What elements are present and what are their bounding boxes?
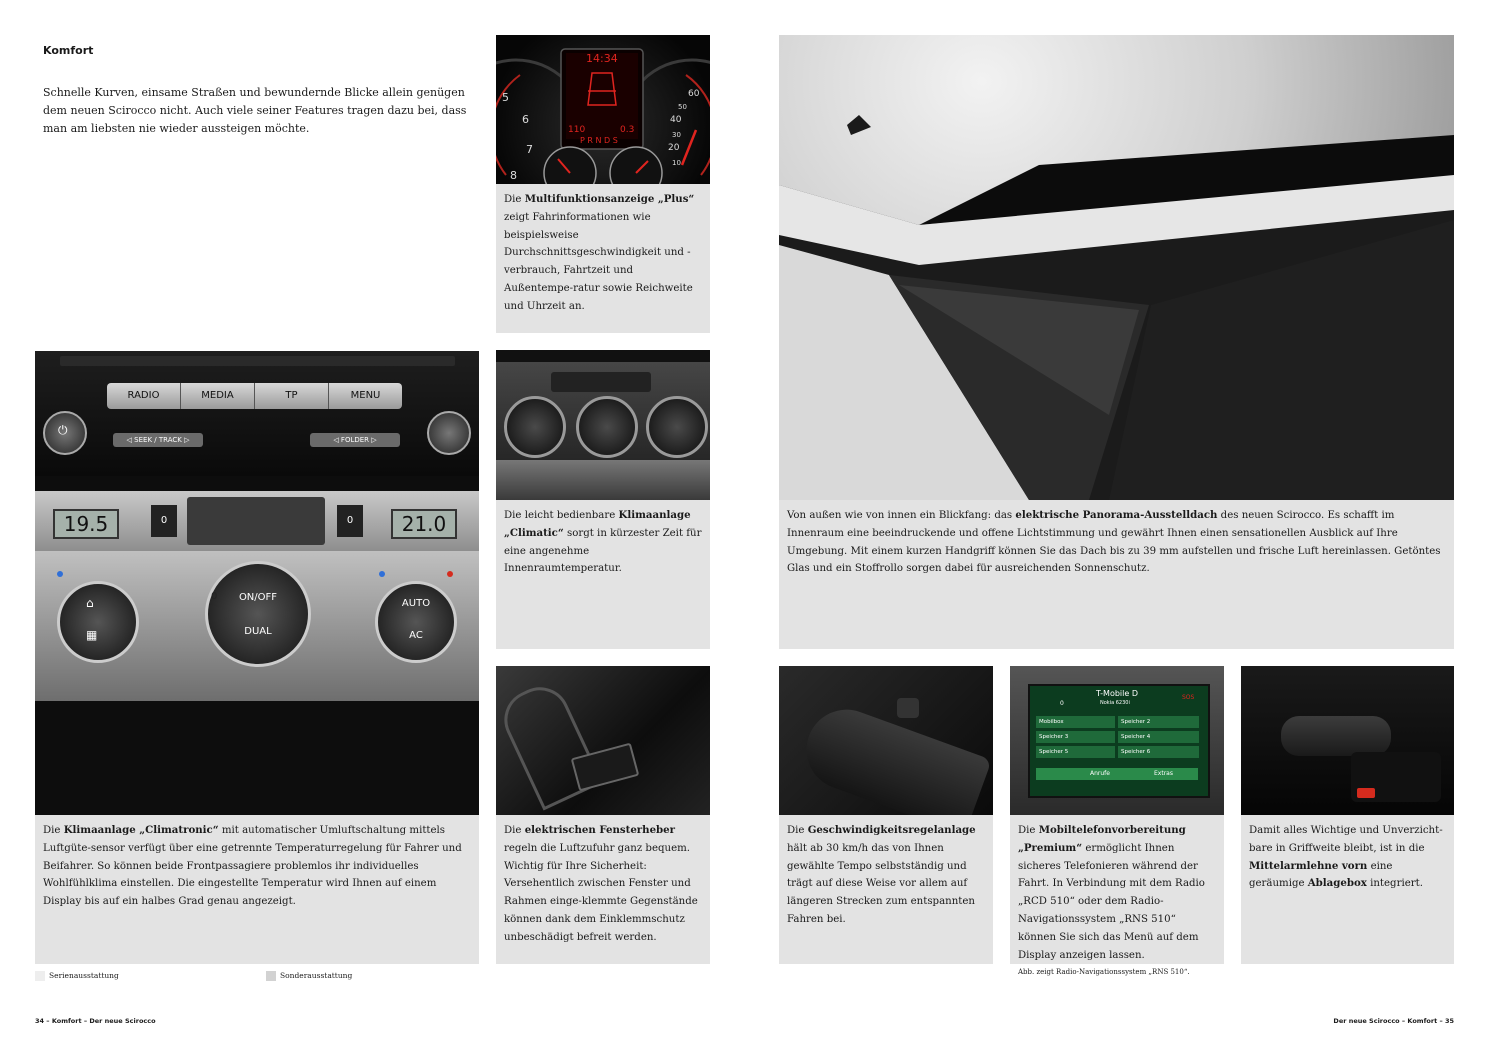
- fan-knob[interactable]: [205, 561, 311, 667]
- tick-10: 10: [672, 159, 681, 167]
- phone-bottom-bar: [1036, 768, 1198, 780]
- seat-heat-left[interactable]: 0: [151, 505, 177, 537]
- phone-caption: Die Mobiltelefonvorbereitung „Premium“ ermöglicht Ihnen sicheres Telefonieren während der Fahrt. In Verbindung mit dem Radio „RCD 510“ oder dem Radio-Navigationssystem „RNS 510“ können Sie sich das Menü auf dem Display anzeigen lassen. Abb. zeigt Radio-Navigationssystem „RNS 510“.: [1010, 815, 1224, 964]
- cold-dot-right: [379, 571, 385, 577]
- onoff-label: ON/OFF: [238, 592, 278, 603]
- phone-btn-extras[interactable]: Extras: [1154, 770, 1173, 777]
- phone-btn-speicher3[interactable]: Speicher 3: [1036, 731, 1115, 743]
- intro-text: Schnelle Kurven, einsame Straßen und bewundernde Blicke allein genügen dem neuen Scirocco nicht. Auch viele seiner Features tragen dazu bei, dass man am liebsten nie wieder aussteigen möchte.: [43, 86, 467, 135]
- cruise-lever-tip: [897, 698, 919, 718]
- defrost-knob[interactable]: [57, 581, 139, 663]
- phone-btn-anrufe[interactable]: Anrufe: [1090, 770, 1110, 777]
- section-heading: Komfort: [43, 44, 94, 57]
- phone-btn-speicher6[interactable]: Speicher 6: [1118, 746, 1199, 758]
- cluster-readout-right: 0.3: [620, 125, 635, 135]
- climatic-fan-knob[interactable]: [576, 396, 638, 458]
- tick-50: 50: [678, 103, 687, 111]
- climatronic-caption: Die Klimaanlage „Climatronic“ mit automatischer Umluftschaltung mittels Luftgüte-sensor verfügt über eine getrennte Temperaturregelung für Fahrer und Beifahrer. So können beide Frontpassagiere problemlos ihr individuelles Wohlfühlklima einstellen. Die eingestellte Temperatur wird Ihnen auf einem Display bis auf ein halbes Grad genau angezeigt.: [35, 815, 479, 964]
- footer-left: 34 – Komfort – Der neue Scirocco: [35, 1017, 156, 1025]
- climatic-top-strip: [496, 350, 710, 362]
- armrest-caption: Damit alles Wichtige und Unverzicht-bare in Griffweite bleibt, ist in die Mittelarmlehne vorn eine geräumige Ablagebox integriert.: [1241, 815, 1454, 964]
- tick-30: 30: [672, 131, 681, 139]
- seek-track-button[interactable]: ◁ SEEK / TRACK ▷: [113, 433, 203, 447]
- roof-graphic: [779, 35, 1454, 500]
- tp-button[interactable]: TP: [255, 383, 329, 409]
- phone-sos[interactable]: SOS: [1182, 694, 1195, 701]
- cluster-gear: P R N D S: [580, 136, 618, 145]
- legend-serien: Serienausstattung: [35, 971, 119, 981]
- tick-5: 5: [502, 91, 509, 104]
- armrest-lid[interactable]: [1281, 716, 1391, 756]
- legend-serien-swatch: [35, 971, 45, 981]
- cruise-control-photo: [779, 666, 993, 815]
- cluster-time: 14:34: [586, 52, 618, 65]
- fan-zero: 0: [211, 591, 218, 602]
- airflow-buttons[interactable]: [187, 497, 325, 545]
- legend-sonder-swatch: [266, 971, 276, 981]
- window-switch-photo: [496, 666, 710, 815]
- seat-heat-right[interactable]: 0: [337, 505, 363, 537]
- windows-caption: Die elektrischen Fensterheber regeln die Luftzufuhr ganz bequem. Wichtig für Ihre Sicherheit: Versehentlich zwischen Fenster und Rahmen einge-klemmte Gegenstände können dank dem Einklemmschutz unbeschädigt befreit werden.: [496, 815, 710, 964]
- tick-7: 7: [526, 143, 533, 156]
- tick-6: 6: [522, 113, 529, 126]
- temp-right-display: 21.0: [391, 509, 457, 539]
- phone-btn-speicher4[interactable]: Speicher 4: [1118, 731, 1199, 743]
- cruise-lever[interactable]: [795, 698, 992, 815]
- phone-display-photo: [1010, 666, 1224, 815]
- instrument-cluster-photo: [496, 35, 710, 184]
- cold-dot-left: [57, 571, 63, 577]
- media-button[interactable]: MEDIA: [181, 383, 255, 409]
- footer-right: Der neue Scirocco – Komfort – 35: [1333, 1017, 1454, 1025]
- temp-left-display: 19.5: [53, 509, 119, 539]
- dual-label: DUAL: [244, 626, 272, 637]
- defrost-front-icon: ⌂: [86, 596, 94, 610]
- auto-knob[interactable]: [375, 581, 457, 663]
- climate-display-strip: [35, 491, 479, 551]
- defrost-rear-icon: ▦: [86, 628, 98, 642]
- phone-screen: [1028, 684, 1210, 798]
- radio-unit: [35, 351, 479, 476]
- power-knob[interactable]: [43, 411, 87, 455]
- cluster-readout-left: 110: [568, 125, 586, 135]
- phone-btn-mobilbox[interactable]: Mobilbox: [1036, 716, 1115, 728]
- climatic-temp-knob[interactable]: [504, 396, 566, 458]
- tick-8: 8: [510, 169, 517, 182]
- armrest-red-detail: [1357, 788, 1375, 798]
- climatic-caption: Die leicht bedienbare Klimaanlage „Climatic“ sorgt in kürzester Zeit für eine angenehme Innenraumtemperatur.: [496, 500, 710, 649]
- climatic-photo: [496, 350, 710, 500]
- tick-40: 40: [670, 115, 682, 125]
- legend-sonder: Sonderausstattung: [266, 971, 352, 981]
- door-handle: [496, 677, 603, 810]
- climate-knob-panel: [35, 551, 479, 701]
- roof-caption: Von außen wie von innen ein Blickfang: das elektrische Panorama-Ausstelldach des neuen Scirocco. Es schafft im Innenraum eine beeindruckende und offene Lichtstimmung und gewährt Ihnen einen sensationellen Ausblick auf Ihre Umgebung. Mit einem kurzen Handgriff können Sie das Dach bis zu 39 mm aufstellen und frische Luft hereinlassen. Getöntes Glas und ein Stoffrollo sorgen dabei für ausreichenden Sonnenschutz.: [779, 500, 1454, 649]
- radio-button[interactable]: RADIO: [107, 383, 181, 409]
- panorama-roof-photo: [779, 35, 1454, 500]
- tick-60: 60: [688, 89, 700, 99]
- phone-operator: T-Mobile D: [1096, 689, 1138, 698]
- radio-button-bar: [107, 383, 402, 409]
- radio-top-strip: [60, 356, 455, 366]
- phone-note: Abb. zeigt Radio-Navigationssystem „RNS 510“.: [1018, 968, 1190, 977]
- armrest-photo: [1241, 666, 1454, 815]
- tick-20: 20: [668, 143, 680, 153]
- climatic-button-row[interactable]: [551, 372, 651, 392]
- folder-button[interactable]: ◁ FOLDER ▷: [310, 433, 400, 447]
- volume-knob[interactable]: [427, 411, 471, 455]
- cluster-caption: Die Multifunktionsanzeige „Plus“ zeigt Fahrinformationen wie beispielsweise Durchschnittsgeschwindigkeit und -verbrauch, Fahrtzeit und Außentempe-ratur sowie Reichweite und Uhrzeit an.: [496, 184, 710, 333]
- climatronic-photo: [35, 351, 479, 815]
- ac-label: AC: [409, 630, 423, 641]
- phone-btn-speicher2[interactable]: Speicher 2: [1118, 716, 1199, 728]
- warm-dot-right: [447, 571, 453, 577]
- auto-label: AUTO: [401, 598, 431, 609]
- climatic-vent-knob[interactable]: [646, 396, 708, 458]
- phone-btn-speicher5[interactable]: Speicher 5: [1036, 746, 1115, 758]
- cruise-caption: Die Geschwindigkeitsregelanlage hält ab 30 km/h das von Ihnen gewählte Tempo selbstständig und trägt auf diese Weise vor allem auf längeren Strecken zum entspannten Fahren bei.: [779, 815, 993, 964]
- phone-device: Nokia 6230i: [1100, 700, 1130, 706]
- power-icon: ⏻: [58, 423, 68, 437]
- menu-button[interactable]: MENU: [350, 390, 381, 401]
- phone-signal: 0: [1060, 700, 1064, 707]
- climatic-lower-panel: [496, 460, 710, 500]
